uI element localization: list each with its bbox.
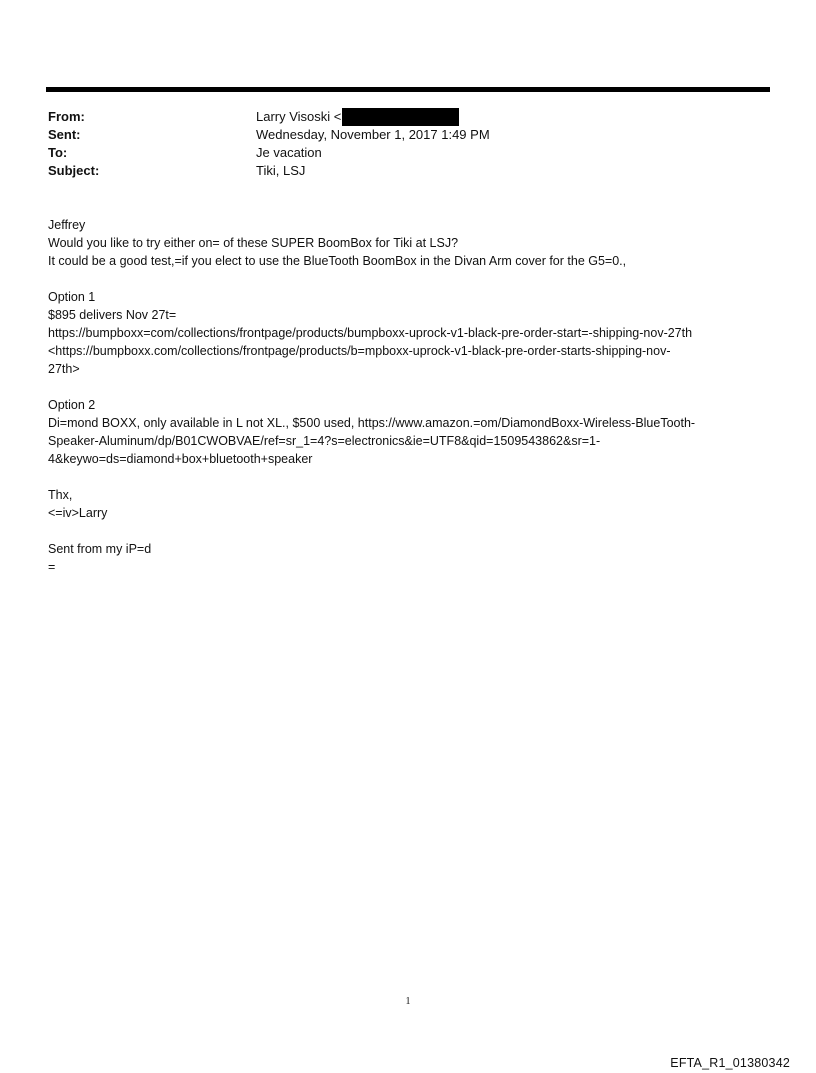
sent-label: Sent: — [48, 127, 81, 142]
option2-title: Option 2 — [48, 398, 96, 412]
option1-line: $895 delivers Nov 27t= — [48, 308, 177, 322]
option2-line: Speaker-Aluminum/dp/B01CWOBVAE/ref=sr_1=4?s=electronics&ie=UTF8&qid=1509543862&sr=1- — [48, 434, 601, 448]
from-row — [48, 108, 768, 126]
header-rule — [46, 87, 770, 92]
option1-link: https://bumpboxx=com/collections/frontpage/products/bumpboxx-uprock-v1-black-pre-order-start=-shipping-nov-27th — [48, 326, 693, 340]
option1-link: <https://bumpboxx.com/collections/frontpage/products/b=mpboxx-uprock-v1-black-pre-order-starts-shipping-nov- — [48, 344, 671, 358]
option1-title: Option 1 — [48, 290, 96, 304]
subject-label: Subject: — [48, 163, 100, 178]
subject-row — [48, 162, 768, 180]
to-value: Je vacation — [256, 145, 322, 160]
footer-paragraph — [48, 540, 772, 576]
trailing-line: = — [48, 560, 56, 574]
to-row — [48, 144, 768, 162]
sent-row — [48, 126, 768, 144]
to-label: To: — [48, 145, 68, 160]
option2-line: 4&keywo=ds=diamond+box+bluetooth+speaker — [48, 452, 313, 466]
option2-paragraph — [48, 396, 772, 468]
page-number: 1 — [405, 996, 411, 1007]
sent-value: Wednesday, November 1, 2017 1:49 PM — [256, 127, 490, 142]
sent-from-line: Sent from my iP=d — [48, 542, 152, 556]
option1-paragraph — [48, 288, 772, 378]
signoff-line: <=iv>Larry — [48, 506, 108, 520]
intro-line: It could be a good test,=if you elect to use the BlueTooth BoomBox in the Divan Arm cover for the G5=0., — [48, 254, 627, 268]
greeting: Jeffrey — [48, 218, 86, 232]
from-label: From: — [48, 109, 85, 124]
redaction-block — [342, 108, 459, 126]
email-header — [48, 108, 768, 180]
signoff-line: Thx, — [48, 488, 73, 502]
document-id: EFTA_R1_01380342 — [670, 1056, 790, 1070]
option2-line: Di=mond BOXX, only available in L not XL., $500 used, https://www.amazon.=om/DiamondBoxx-Wireless-BlueTooth- — [48, 416, 696, 430]
from-value-wrap — [256, 108, 768, 126]
email-body — [48, 216, 772, 594]
from-value: Larry Visoski < — [256, 109, 342, 124]
subject-value: Tiki, LSJ — [256, 163, 306, 178]
option1-link: 27th> — [48, 362, 80, 376]
signoff-paragraph — [48, 486, 772, 522]
intro-paragraph — [48, 216, 772, 270]
intro-line: Would you like to try either on= of these SUPER BoomBox for Tiki at LSJ? — [48, 236, 459, 250]
